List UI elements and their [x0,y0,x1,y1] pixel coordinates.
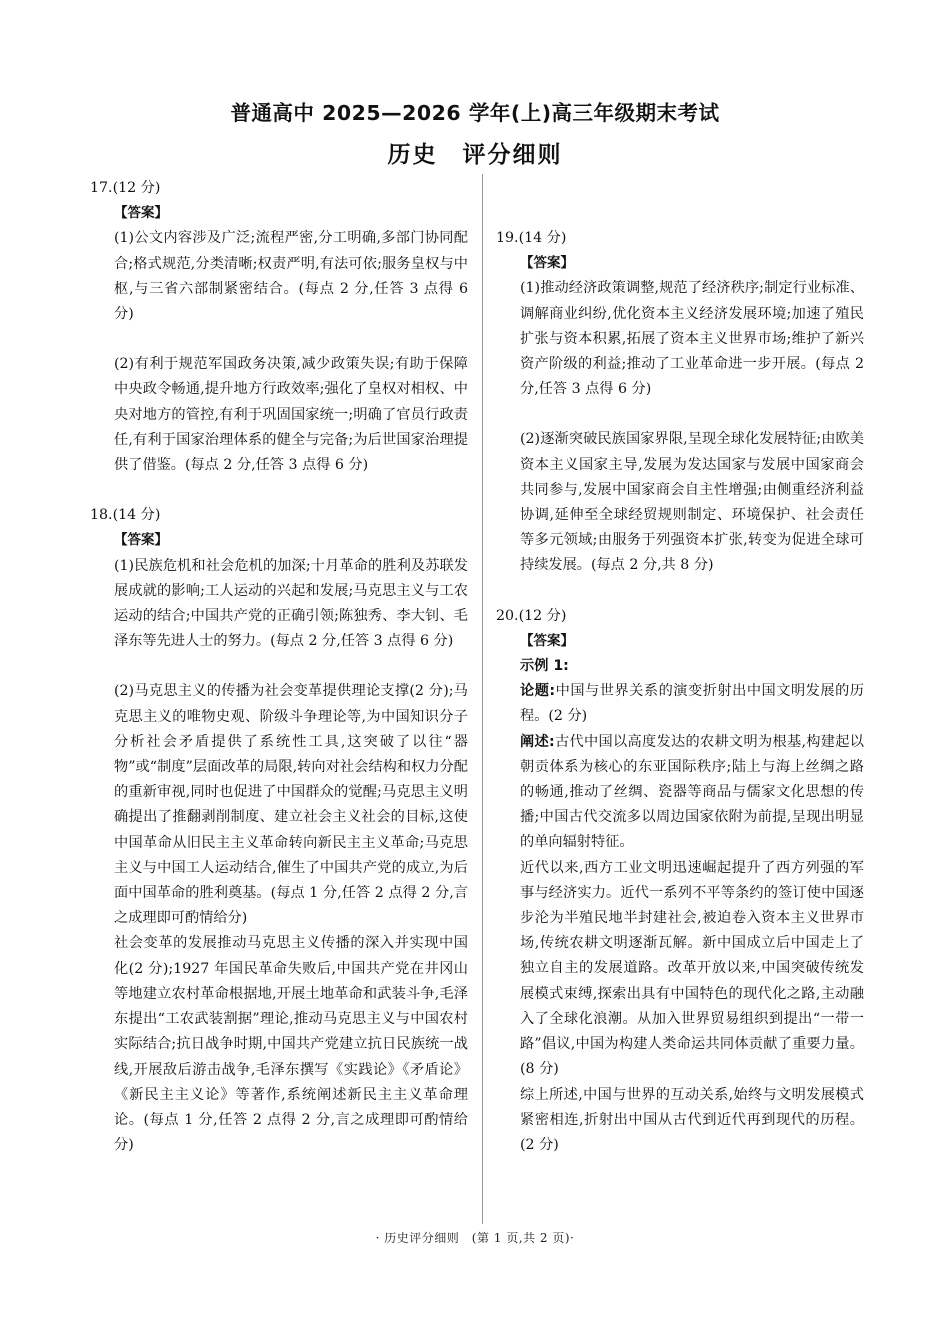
q18-part-1: (1)民族危机和社会危机的加深;十月革命的胜利及苏联发展成就的影响;工人运动的兴起和发展;马克思主义与工农运动的结合;中国共产党的正确引领;陈独秀、李大钊、毛泽东等先进人士的努力。(每点 2 分,任答 3 点得 6 分) [114,557,468,650]
q18-part-2: (2)马克思主义的传播为社会变革提供理论支撑(2 分);马克思主义的唯物史观、阶级斗争理论等,为中国知识分子分析社会矛盾提供了系统性工具,这突破了以往“器物”或“制度”层面改革的局限,转向对社会结构和权力分配的重新审视,同时也促进了中国群众的觉醒;马克思主义明确提出了推翻剥削制度、建立社会主义社会的目标,这使中国革命从旧民主主义革命转向新民主主义革命;马克思主义与中国工人运动结合,催生了中国共产党的成立,为后面中国革命的胜利奠基。(每点 1 分,任答 2 点得 2 分,言之成理即可酌情给分) [114,683,468,927]
question-20-number: 20.(12 分) [496,607,567,624]
question-17-number: 17.(12 分) [90,180,161,196]
argument-text: 古代中国以高度发达的农耕文明为根基,构建起以朝贡体系为核心的东亚国际秩序;陆上与海上丝绸之路的畅通,推动了丝绸、瓷器等商品与儒家文化思想的传播;中国古代交流多以周边国家依附为前提,呈现出明显的单向辐射特征。 [520,733,864,851]
question-18-number: 18.(14 分) [90,507,161,524]
page-subtitle: 历史 评分细则 [387,142,563,168]
argument [520,730,864,856]
q17-part-1: (1)公文内容涉及广泛;流程严密,分工明确,多部门协同配合;格式规范,分类清晰;权责严明,有法可依;服务皇权与中枢,与三省六部制紧密结合。(每点 2 分,任答 3 点得 6 分) [114,230,468,323]
answer-tag: 【答案】 [114,532,168,549]
answer-tag: 【答案】 [520,255,574,272]
q17-part-2: (2)有利于规范军国政务决策,减少政策失误;有助于保障中央政令畅通,提升地方行政效率;强化了皇权对相权、中央对地方的管控,有利于巩固国家统一;明确了官员行政责任,有利于国家治理体系的健全与完备;为后世国家治理提供了借鉴。(每点 2 分,任答 3 点得 6 分) [114,356,468,474]
q19-part-2: (2)逐渐突破民族国家界限,呈现全球化发展特征;由欧美资本主义国家主导,发展为发达国家与发展中国家商会共同参与,发展中国家商会自主性增强;由侧重经济利益协调,延伸至全球经贸规则制定、环境保护、社会责任等多元领域;由服务于列强资本扩张,转变为促进全球可持续发展。(每点 2 分,共 8 分) [520,431,864,574]
question-18 [90,503,468,1158]
page-footer: · 历史评分细则 (第 1 页,共 2 页)· [375,1231,575,1245]
left-column [90,176,468,1158]
q19-part-1: (1)推动经济政策调整,规范了经济秩序;制定行业标准、调解商业纠纷,优化资本主义经济发展环境;加速了殖民扩张与资本积累,拓展了资本主义世界市场;维护了新兴资产阶级的利益;推动了工业革命进一步开展。(每点 2 分,任答 3 点得 6 分) [520,280,864,398]
thesis-text: 中国与世界关系的演变折射出中国文明发展的历程。(2 分) [520,683,864,725]
question-17 [90,176,468,478]
example-label: 示例 1: [520,658,569,675]
q18-part-3: 社会变革的发展推动马克思主义传播的深入并实现中国化(2 分);1927 年国民革命失败后,中国共产党在井冈山等地建立农村革命根据地,开展土地革命和武装斗争,毛泽东提出“工农武装割据”理论,推动马克思主义与中国农村实际结合;抗日战争时期,中国共产党建立抗日民族统一战线,开展敌后游击战争,毛泽东撰写《实践论》《矛盾论》《新民主主义论》等著作,系统阐述新民主主义革命理论。(每点 1 分,任答 2 点得 2 分,言之成理即可酌情给分) [114,935,468,1154]
column-divider [482,174,483,1224]
question-20 [496,604,864,1158]
argument-conclusion: 综上所述,中国与世界的互动关系,始终与文明发展模式紧密相连,折射出中国从古代到近代再到现代的历程。(2 分) [520,1086,864,1153]
argument-modern: 近代以来,西方工业文明迅速崛起提升了西方列强的军事与经济实力。近代一系列不平等条约的签订使中国逐步沦为半殖民地半封建社会,被迫卷入资本主义世界市场,传统农耕文明逐渐瓦解。新中国成立后中国走上了独立自主的发展道路。改革开放以来,中国突破传统发展模式束缚,探索出具有中国特色的现代化之路,主动融入了全球化浪潮。从加入世界贸易组织到提出“一带一路”倡议,中国为构建人类命运共同体贡献了重要力量。(8 分) [520,859,864,1078]
argument-label: 阐述: [520,733,555,750]
answer-tag: 【答案】 [520,632,574,649]
page-title: 普通高中 2025—2026 学年(上)高三年级期末考试 [230,101,720,125]
right-column [496,176,864,1158]
question-19 [496,226,864,579]
thesis-label: 论题: [520,683,556,700]
thesis [520,679,864,729]
question-19-number: 19.(14 分) [496,230,567,246]
answer-tag: 【答案】 [114,205,168,222]
